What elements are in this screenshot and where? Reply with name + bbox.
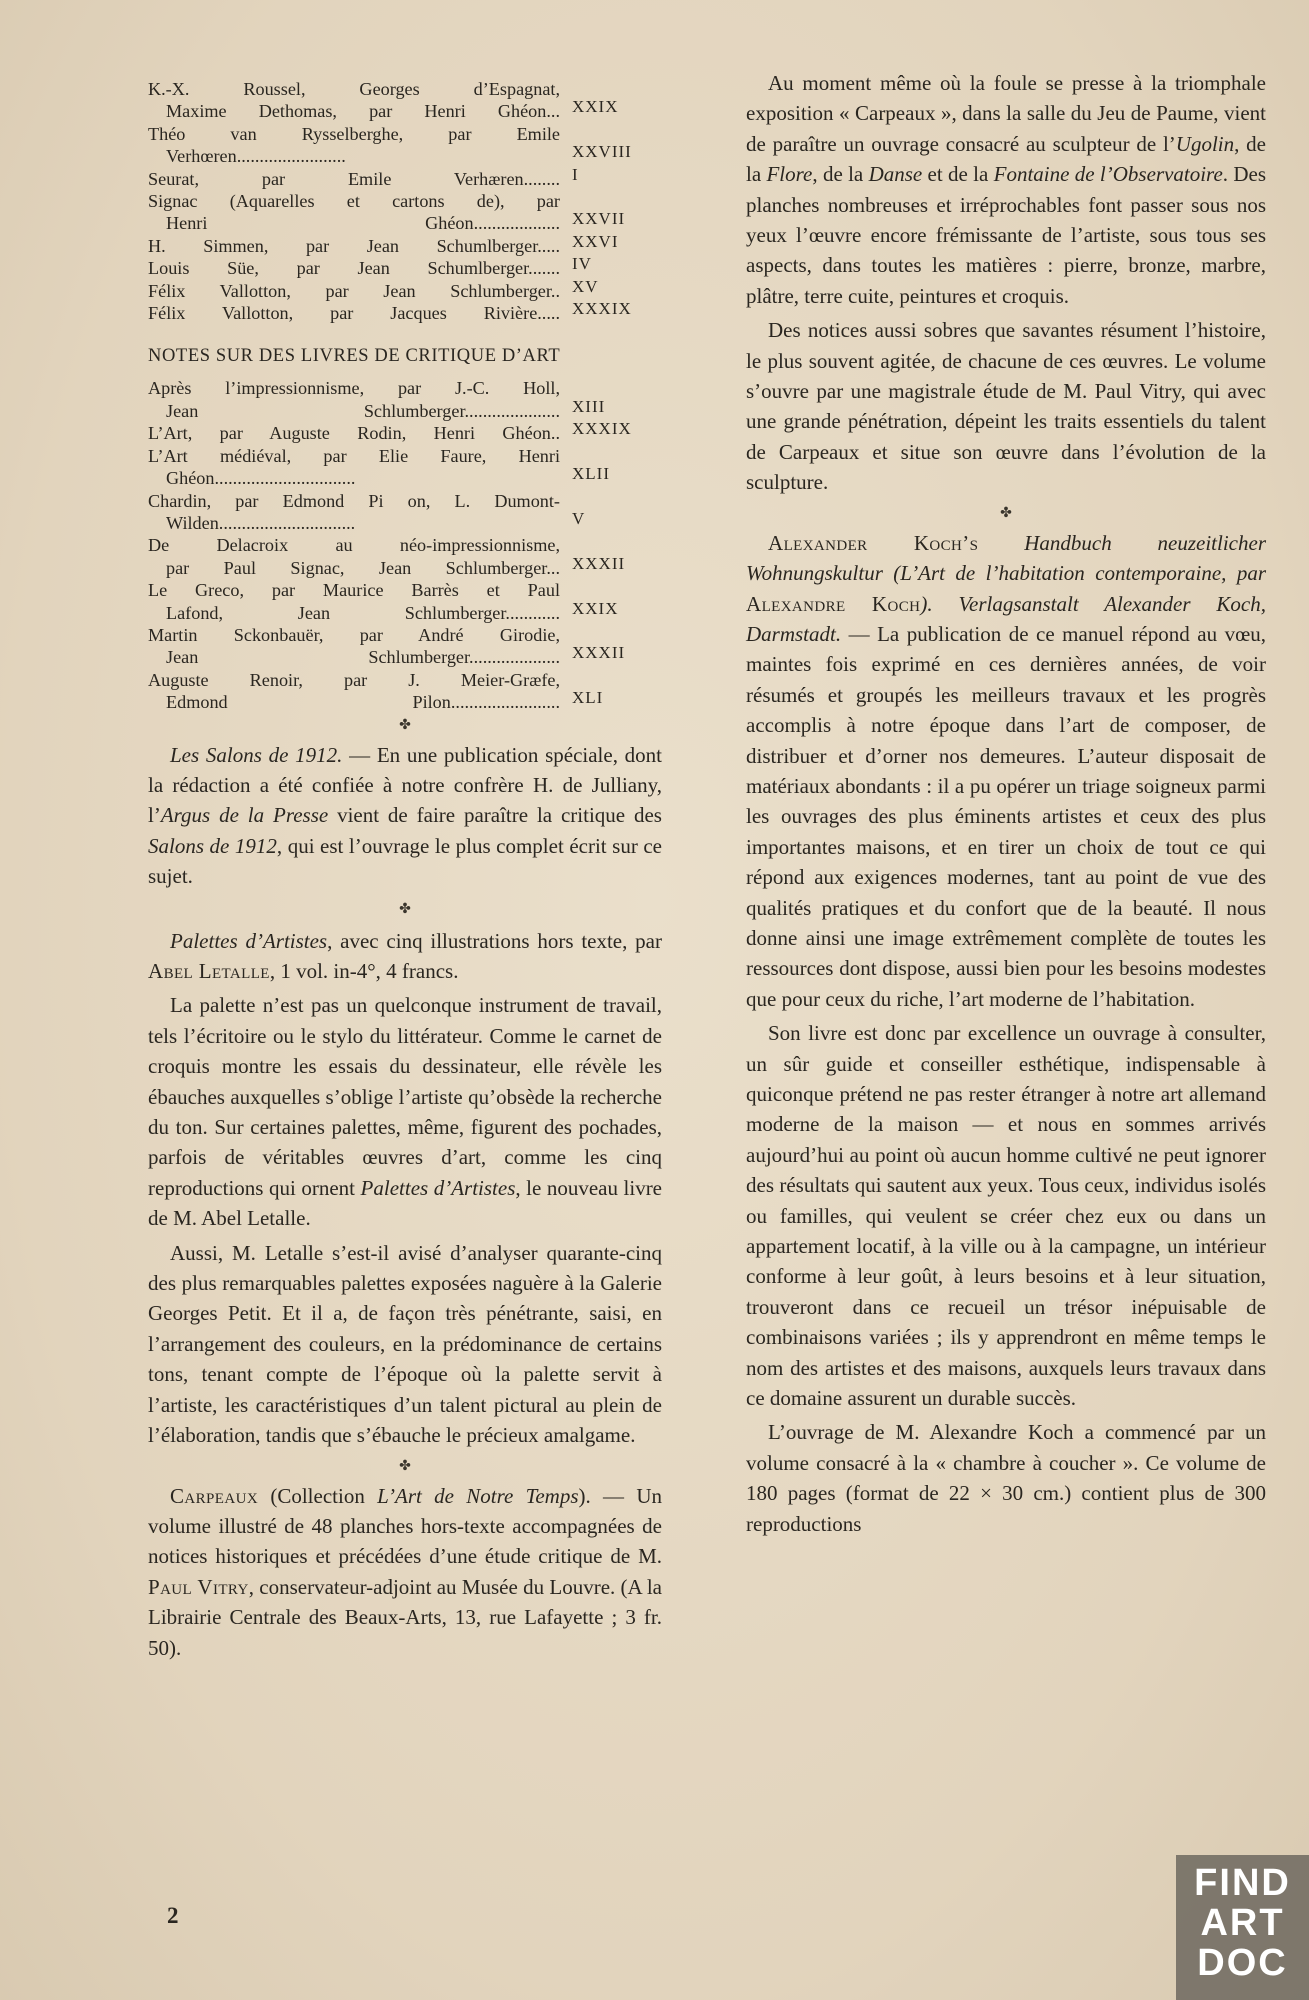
index-entry-page: XLII	[572, 464, 610, 484]
index-list	[148, 78, 662, 324]
index-entry-text: Théo van Rysselberghe, par Emile	[148, 123, 560, 144]
page-number: 2	[167, 1903, 179, 1928]
index-entry-text: Le Greco, par Maurice Barrès et Paul	[148, 580, 560, 601]
index-entry-text: Edmond Pilon........................	[166, 692, 560, 713]
index-entry-page: XXIX	[572, 598, 619, 618]
index-entry-page: XXXIX	[572, 299, 632, 319]
index-entry-text: Henri Ghéon...................	[166, 213, 560, 234]
index-entry	[148, 377, 662, 422]
left-column	[148, 78, 662, 1663]
carpeaux-review-paragraph-1: Au moment même où la foule se presse à la triomphale exposition « Carpeaux », dans la salle du Jeu de Paume, vient de paraître un ouvrage consacré au sculpteur de l’Ugolin, de la Flore, de la Danse et de la Fontaine de l’Observatoire. Des planches nombreuses et irréprochables font passer sous nos yeux l’œuvre encore frémissante de l’artiste, sous tous ses aspects, dans toutes les matières : pierre, bronze, marbre, plâtre, terre cuite, peintures et croquis.	[746, 71, 1267, 308]
palettes-paragraph-2: La palette n’est pas un quelconque instrument de travail, tels l’écritoire ou le stylo du littérateur. Comme le carnet de croquis montre les essais du dessinateur, elle révèle les ébauches auxquelles s’oblige l’artiste qu’obsède la recherche du ton. Sur certaines palettes, même, figurent des pochades, parfois de véritables œuvres d’art, comme les cinq reproductions qui ornent Palettes d’Artistes, le nouveau livre de M. Abel Letalle.	[148, 993, 663, 1231]
ornament-icon: ✤	[399, 901, 411, 917]
index-entry-text: Signac (Aquarelles et cartons de), par	[148, 191, 560, 212]
index-entry-text: Louis Süe, par Jean Schumlberger.......	[148, 258, 560, 279]
index-entry-text: Ghéon...............................	[166, 468, 356, 489]
koch-paragraph-3: L’ouvrage de M. Alexandre Koch a commencé par un volume consacré à la « chambre à coucher ». Ce volume de 180 pages (format de 22 × 30 cm.) contient plus de 300 reproductions	[746, 1420, 1266, 1536]
index-entry	[148, 299, 662, 324]
watermark-line: DOC	[1197, 1942, 1288, 1984]
index-entry	[148, 534, 662, 579]
index-entry	[148, 490, 662, 535]
index-entry-text: Félix Vallotton, par Jean Schlumberger..	[148, 280, 560, 301]
index-entry-text: par Paul Signac, Jean Schlumberger...	[166, 557, 560, 578]
ornament-icon: ✤	[399, 717, 411, 733]
index-entry-text: K.-X. Roussel, Georges d’Espagnat,	[148, 79, 560, 99]
index-entry-page: XXVI	[572, 231, 619, 251]
index-entry-page: V	[572, 508, 586, 528]
index-entry-page: XXVIII	[572, 142, 632, 162]
index-entry-text: Lafond, Jean Schlumberger............	[166, 602, 560, 623]
palettes-intro-paragraph: Palettes d’Artistes, avec cinq illustrations hors texte, par Abel Letalle, 1 vol. in-4°, 4 francs.	[148, 928, 662, 983]
index-entry	[148, 419, 662, 444]
palettes-paragraph-3: Aussi, M. Letalle s’est-il avisé d’analyser quarante-cinq des plus remarquables palettes exposées naguère à la Galerie Georges Petit. Et il a, de façon très pénétrante, saisi, en l’arrangement des couleurs, en la prédominance de certains tons, tenant compte de l’époque où la palette servit à l’artiste, les caractéristiques d’un talent pictural au plein de l’élaboration, tandis que s’ébauche le précieux amalgame.	[148, 1240, 662, 1448]
index-entry-text: Martin Sckonbauër, par André Girodie,	[148, 624, 560, 645]
index-entry-text: Jean Schlumberger.....................	[166, 400, 560, 421]
index-entry-text: H. Simmen, par Jean Schumlberger.....	[148, 235, 560, 256]
index-entry	[148, 579, 662, 624]
index-entry	[148, 78, 662, 123]
index-entry-page: XXXII	[572, 553, 626, 573]
index-entry-text: Jean Schlumberger....................	[166, 647, 560, 668]
carpeaux-paragraph: Carpeaux (Collection L’Art de Notre Temps). — Un volume illustré de 48 planches hors-texte accompagnées de notices historiques et précédées d’une étude critique de M. Paul Vitry, conservateur-adjoint au Musée du Louvre. (A la Librairie Centrale des Beaux-Arts, 13, rue Lafayette ; 3 fr. 50).	[148, 1483, 662, 1660]
index-entry	[148, 624, 662, 669]
index-entry	[148, 123, 662, 168]
right-column	[746, 68, 1266, 1539]
index-entry-page: XIII	[572, 396, 606, 416]
index-entry-text: Verhœren........................	[166, 146, 346, 167]
index-entry-text: Seurat, par Emile Verhæren........	[148, 168, 560, 189]
index-entry-text: L’Art, par Auguste Rodin, Henri Ghéon..	[148, 423, 560, 444]
index-entry-text: Maxime Dethomas, par Henri Ghéon...	[166, 101, 560, 122]
index-entry-text: Wilden..............................	[166, 512, 356, 533]
index-entry-page: XXXIX	[572, 419, 632, 439]
index-entry-text: De Delacroix au néo-impressionnisme,	[148, 535, 560, 556]
index-entry-page: XV	[572, 276, 599, 296]
koch-paragraph-2: Son livre est donc par excellence un ouvrage à consulter, un sûr guide et conseiller esthétique, indispensable à quiconque prétend ne pas rester étranger à notre art allemand moderne de la maison — et nous en sommes arrivés aujourd’hui au point où aucun homme cultivé ne peut ignorer des résultats qui sautent aux yeux. Tous ceux, individus isolés ou familles, qui veulent se créer chez eux ou dans un appartement locatif, à la ville ou à la campagne, un intérieur conforme à leur goût, à leurs besoins et à leur situation, trouveront dans ce recueil un trésor inépuisable de combinaisons variées ; ils y apprendront en même temps le nom des artistes et des maisons, auxquels leurs travaux dans ce domaine assurent un durable succès.	[746, 1021, 1266, 1411]
notes-list	[148, 377, 662, 713]
index-entry-text: Chardin, par Edmond Pi on, L. Dumont-	[148, 490, 560, 511]
index-entry-page: XXIX	[572, 97, 619, 117]
index-entry-page: IV	[572, 254, 592, 274]
index-entry-text: Auguste Renoir, par J. Meier-Græfe,	[148, 669, 560, 690]
index-entry	[148, 164, 662, 190]
koch-paragraph-1: Alexander Koch’s Handbuch neuzeitlicher Wohnungskultur (L’Art de l’habitation contemporaine, par Alexandre Koch). Verlagsanstalt Alexander Koch, Darmstadt. — La publication de ce manuel répond au vœu, maintes fois exprimé en ces dernières années, de voir résumés et groupés les meilleurs travaux et les progrès accomplis à notre époque dans l’art de composer, de distribuer et d’orner nos demeures. L’auteur disposait de matériaux abondants : il a pu opérer un triage soigneux parmi les ouvrages des plus éminents artistes et ceux des plus importantes maisons, et en tirer un choix de tout ce qui répond aux exigences modernes, tant au point de vue des qualités pratiques et du confort que de la beauté. Il nous donne ainsi une image extrêmement complète de toutes les ressources dont dispose, aussi bien pour les besoins modestes que pour ceux du riche, l’art moderne de l’habitation.	[746, 530, 1266, 1011]
index-entry-text: Félix Vallotton, par Jacques Rivière.....	[148, 303, 560, 324]
index-entry	[148, 190, 662, 235]
index-entry	[148, 669, 662, 714]
salons-paragraph: Les Salons de 1912. — En une publication spéciale, dont la rédaction a été confiée à notre confrère H. de Julliany, l’Argus de la Presse vient de faire paraître la critique des Salons de 1912, qui est l’ouvrage le plus complet écrit sur ce sujet.	[148, 742, 663, 889]
ornament-icon: ✤	[399, 1458, 411, 1474]
index-entry	[148, 445, 662, 490]
index-entry-page: XXVII	[572, 209, 626, 229]
index-entry-text: Après l’impressionnisme, par J.-C. Holl,	[148, 378, 560, 399]
watermark-line: FIND	[1194, 1862, 1291, 1904]
index-entry-page: XLI	[572, 688, 604, 708]
findartdoc-watermark-logo	[1176, 1855, 1309, 2000]
left-prose	[148, 740, 662, 1663]
watermark-line: ART	[1200, 1902, 1285, 1944]
index-entry-page: I	[572, 164, 579, 184]
carpeaux-review-paragraph-2: Des notices aussi sobres que savantes résument l’histoire, le plus souvent agitée, de chacune de ces œuvres. Le volume s’ouvre par une magistrale étude de M. Paul Vitry, qui avec une grande pénétration, dépeint les traits essentiels du talent de Carpeaux et situe son œuvre dans l’évolution de la sculpture.	[746, 318, 1266, 495]
index-entry-text: L’Art médiéval, par Elie Faure, Henri	[148, 445, 560, 466]
index-entry-page: XXXII	[572, 643, 626, 663]
notes-heading: NOTES SUR DES LIVRES DE CRITIQUE D’ART	[148, 346, 561, 367]
ornament-icon: ✤	[1000, 505, 1012, 521]
